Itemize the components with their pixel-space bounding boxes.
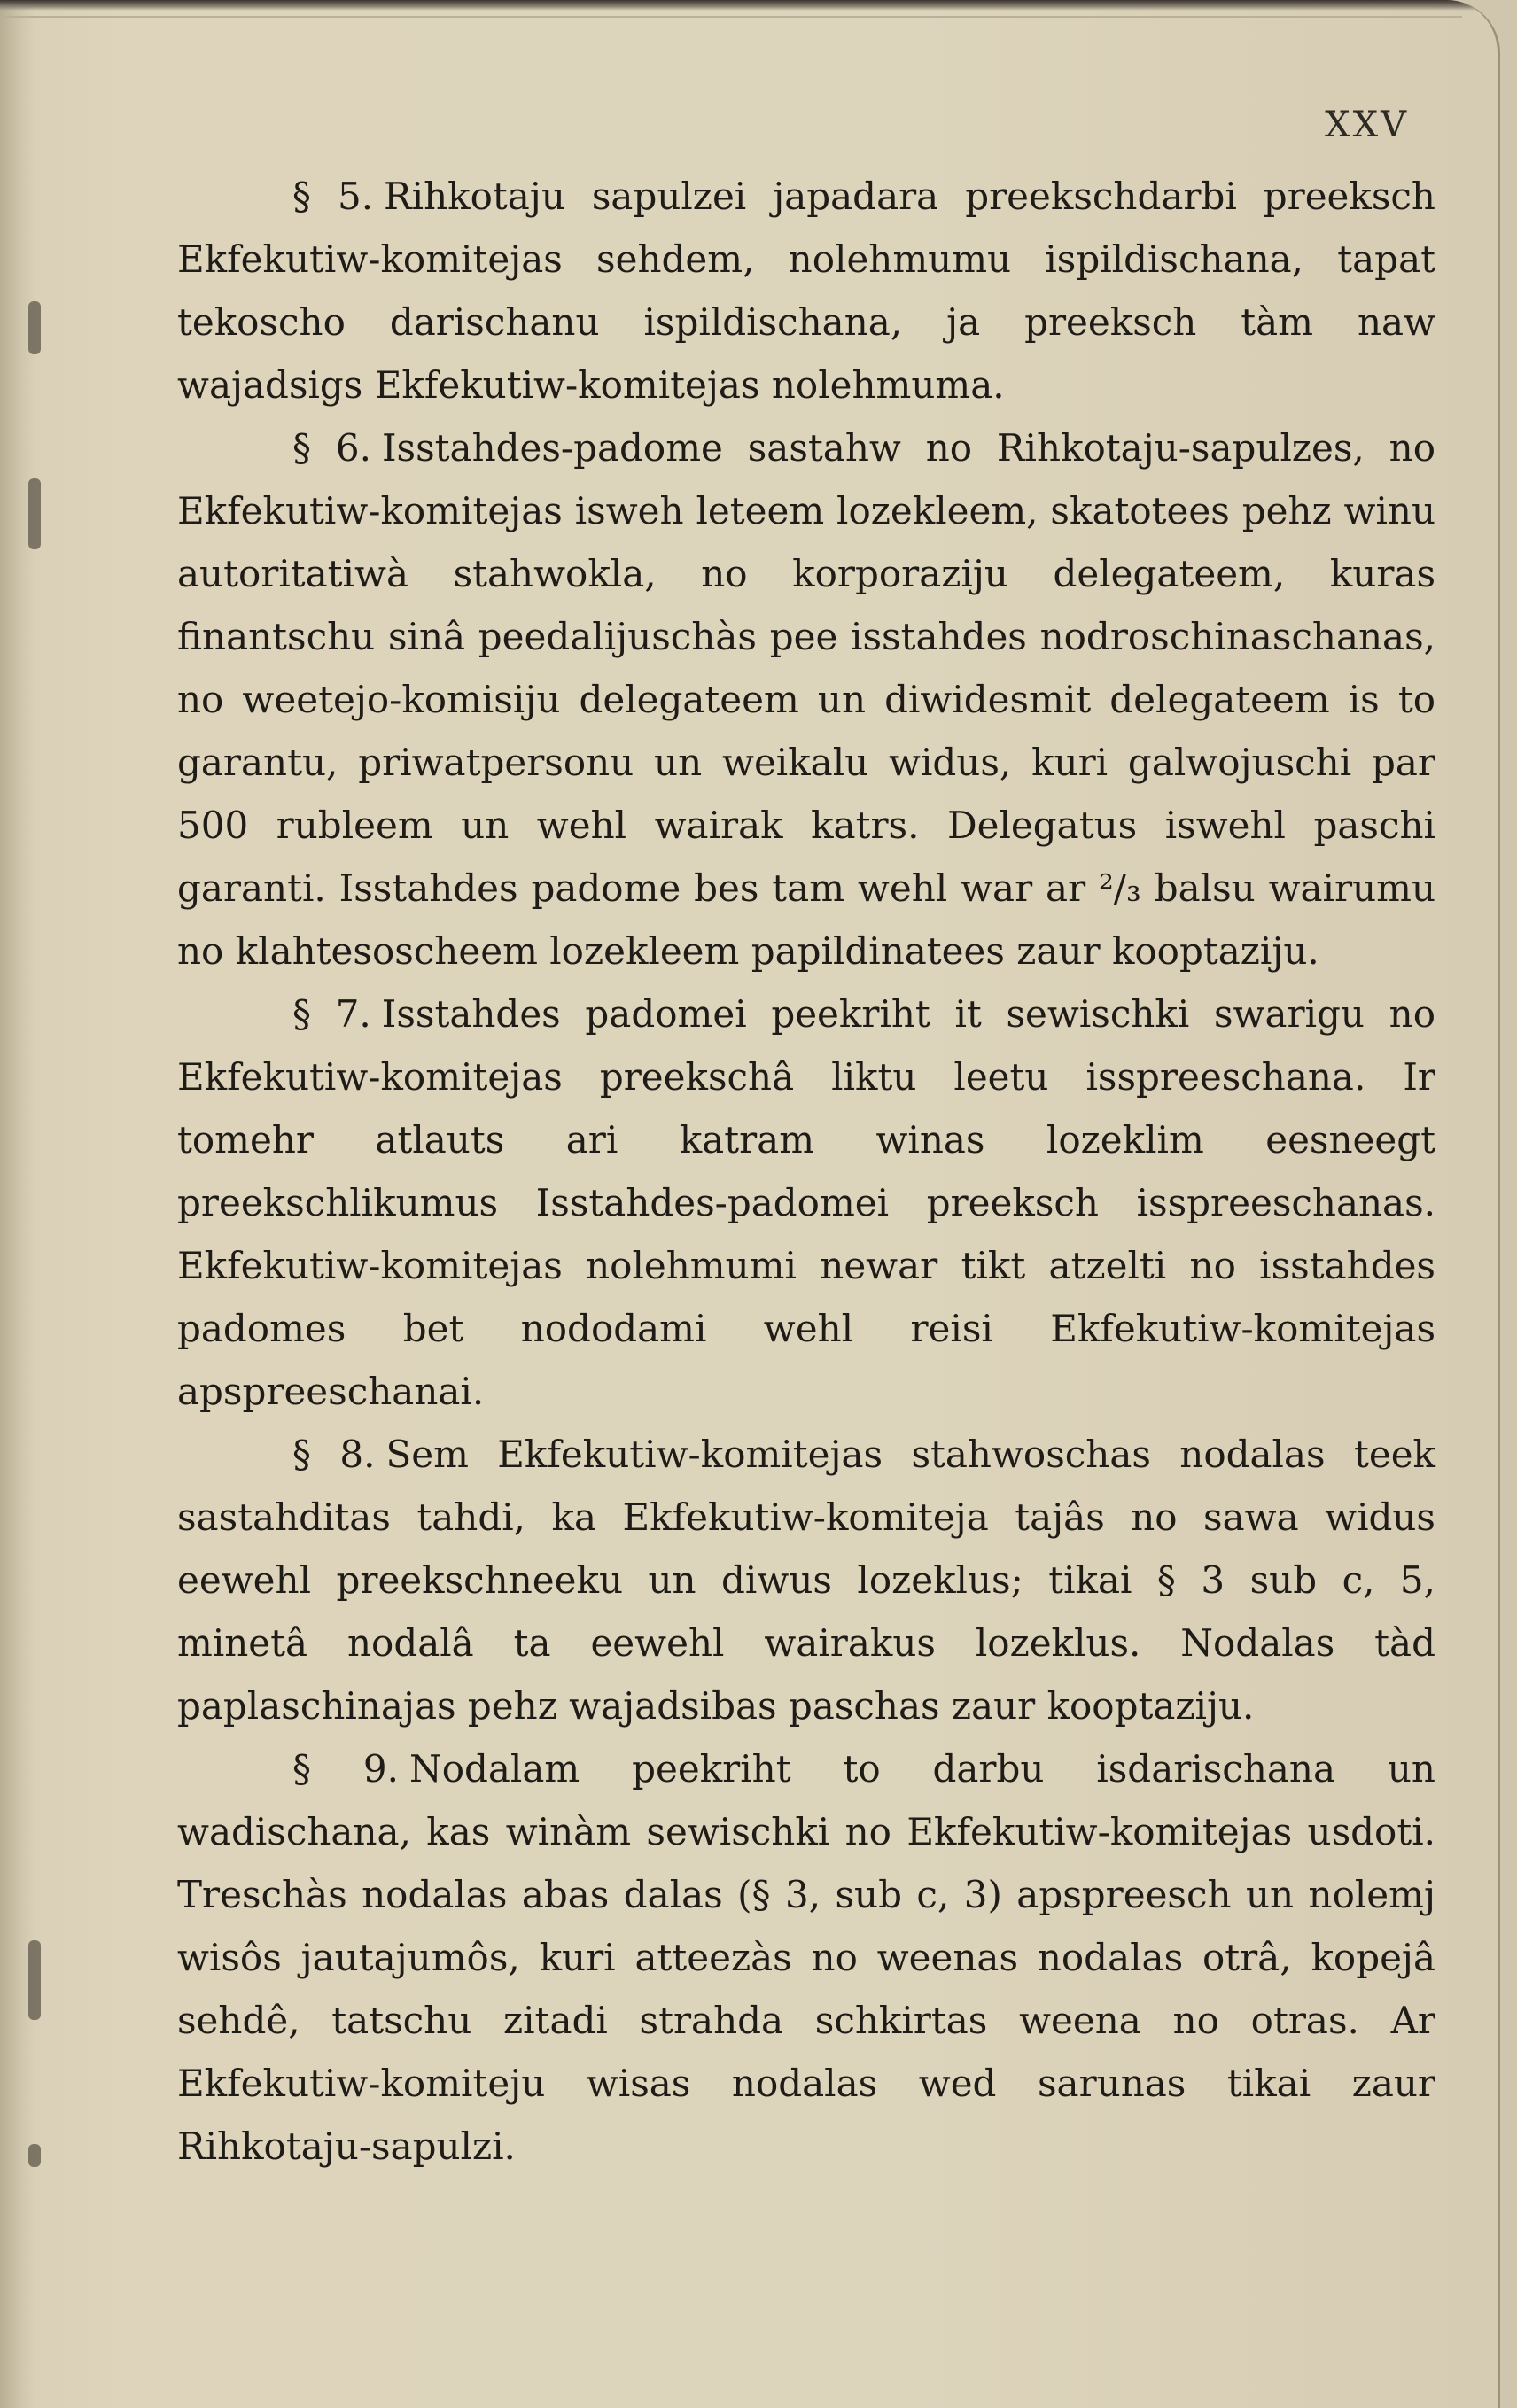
margin-stain — [28, 301, 41, 354]
paragraph-text: Isstahdes-padome sastahw no Rihkotaju-sapulzes, no Ekfekutiw-komitejas isweh leteem lozekleem, skatotees pehz winu autoritatiwà stahwokla, no korporaziju delegateem, kuras finantschu sinâ peedalijuschàs pee isstahdes nodroschinaschanas, no weetejo-komisiju delegateem un diwidesmit delegateem is to garantu, priwatpersonu un weikalu widus, kuri galwojuschi par 500 rubleem un wehl wairak katrs. Delegatus iswehl paschi garanti. Isstahdes padome bes tam wehl war ar ²/₃ balsu wairumu no klahtesoscheem lozekleem papildinatees zaur kooptaziju. — [177, 426, 1435, 973]
margin-stain — [28, 1940, 41, 2020]
paragraph-section-8 — [177, 1423, 1435, 1737]
paragraph-text: Rihkotaju sapulzei japadara preekschdarbi preeksch Ekfekutiw-komitejas sehdem, nolehmumu ispildischana, tapat tekoscho darischanu ispildischana, ja preeksch tàm naw wajadsigs Ekfekutiw-komitejas nolehmuma. — [177, 175, 1435, 407]
margin-stain — [28, 478, 41, 549]
paragraph-section-9 — [177, 1737, 1435, 2178]
paragraph-text: Sem Ekfekutiw-komitejas stahwoschas nodalas teek sastahditas tahdi, ka Ekfekutiw-komiteja tajâs no sawa widus eewehl preekschneeku un diwus lozeklus; tikai § 3 sub c, 5, minetâ nodalâ ta eewehl wairakus lozeklus. Nodalas tàd paplaschinajas pehz wajadsibas paschas zaur kooptaziju. — [177, 1433, 1435, 1728]
paragraph-text: Nodalam peekriht to darbu isdarischana un wadischana, kas winàm sewischki no Ekfekutiw-komitejas usdoti. Treschàs nodalas abas dalas (§ 3, sub c, 3) apspreesch un nolemj wisôs jautajumôs, kuri atteezàs no weenas nodalas otrâ, kopejâ sehdê, tatschu zitadi strahda schkirtas weena no otras. Ar Ekfekutiw-komiteju wisas nodalas wed sarunas tikai zaur Rihkotaju-sapulzi. — [177, 1747, 1435, 2168]
top-page-edge — [0, 0, 1498, 11]
section-number: § 7. — [292, 992, 371, 1036]
paragraph-text: Isstahdes padomei peekriht it sewischki swarigu no Ekfekutiw-komitejas preekschâ liktu leetu isspreeschana. Ir tomehr atlauts ari katram winas lozeklim eesneegt preekschlikumus Isstahdes-padomei preeksch isspreeschanas. Ekfekutiw-komitejas nolehmumi newar tikt atzelti no isstahdes padomes bet nododami wehl reisi Ekfekutiw-komitejas apspreeschanai. — [177, 992, 1435, 1413]
body-text — [177, 165, 1435, 2178]
binding-shadow — [0, 0, 35, 2408]
section-number: § 5. — [292, 175, 374, 218]
paragraph-section-7 — [177, 983, 1435, 1423]
paragraph-section-6 — [177, 416, 1435, 983]
margin-stain — [28, 2144, 41, 2167]
section-number: § 9. — [292, 1747, 399, 1790]
section-number: § 6. — [292, 426, 371, 470]
paragraph-section-5 — [177, 165, 1435, 416]
page-fold-line — [0, 16, 1462, 18]
page-number: XXV — [1325, 105, 1409, 145]
section-number: § 8. — [292, 1433, 376, 1476]
